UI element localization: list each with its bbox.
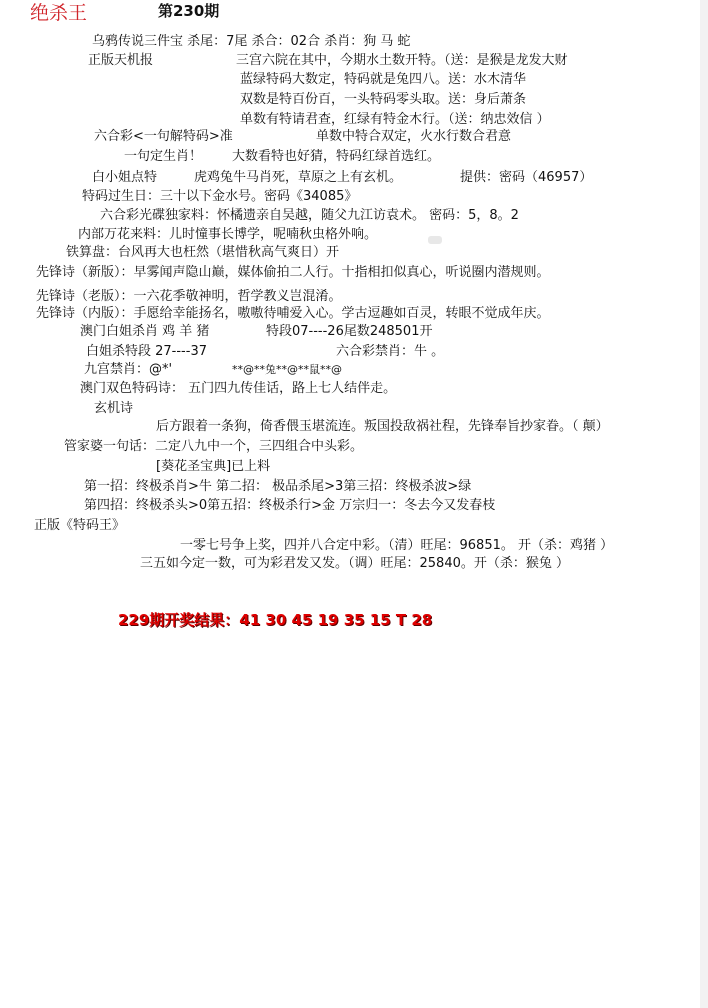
text-line: 蓝绿特码大数定，特码就是兔四八。送：水木清华 [240, 72, 527, 87]
text-line: 先锋诗（内版）：手愿给幸能扬名，嗷嗷待哺爱入心。学古逗趣如百灵，转眼不觉成年庆。 [36, 306, 550, 321]
text-line: 六合彩禁肖：牛 。 [336, 344, 445, 359]
text-line: 铁算盘：台风再大也枉然（堪惜秋高气爽日）开 [66, 245, 340, 260]
text-line: 管家婆一句话：二定八九中一个，三四组合中头彩。 [64, 439, 364, 454]
text-line: 提供：密码（46957） [460, 170, 593, 185]
text-line: 后方跟着一条狗，倚香偎玉堪流连。叛国投敌祸社程，先锋奉旨抄家眷。（ 颠） [156, 419, 609, 434]
text-line: 三宫六院在其中，今期水土数开特。（送：是猴是龙发大财 [236, 53, 568, 68]
text-line: 正版《特码王》 [34, 518, 126, 533]
text-line: 特码过生日：三十以下金水号。密码《34085》 [82, 189, 358, 204]
text-line: 先锋诗（新版）：早雾闻声隐山巅，媒体偷拍二人行。十指相扣似真心，听说圈内潜规则。 [36, 265, 550, 280]
text-line: 内部万花来料：儿时憧事长博学，呢喃秋虫格外响。 [78, 227, 378, 242]
text-line: 双数是特百份百，一头特码零头取。送：身后萧条 [240, 92, 527, 107]
text-line: 六合彩光碟独家料：怀橘遗亲自吴越，随父九江访袁术。 密码：5，8。2 [100, 208, 519, 223]
header-title: 绝杀王 [30, 2, 88, 24]
text-line: 正版天机报 [88, 53, 154, 68]
text-line: 先锋诗（老版）：一六花季敬神明，哲学教义岂混淆。 [36, 289, 342, 304]
text-line: [葵花圣宝典]已上料 [156, 459, 271, 474]
text-line: 一句定生肖！ [124, 149, 203, 164]
text-line: 第四招：终极杀头>0第五招：终极杀行>金 万宗归一：冬去今又发春枝 [84, 498, 496, 513]
text-line: 白小姐点特 [92, 170, 158, 185]
text-line: 特段07----26尾数248501开 [266, 324, 433, 339]
text-line: 单数有特请君查，红绿有特金木行。（送：纳忠效信 ） [240, 112, 550, 127]
text-line: 第一招：终极杀肖>牛 第二招： 极品杀尾>3第三招：终极杀波>绿 [84, 479, 472, 494]
text-line: 虎鸡兔牛马肖死，草原之上有玄机。 [194, 170, 403, 185]
text-line: 白姐杀特段 27----37 [86, 344, 207, 359]
ink-blot [428, 236, 442, 244]
text-line: 澳门白姐杀肖 鸡 羊 猪 [80, 324, 210, 339]
text-line: 乌鸦传说三件宝 杀尾：7尾 杀合：02合 杀肖：狗 马 蛇 [92, 34, 411, 49]
text-line: **@**兔**@**鼠**@ [232, 363, 342, 376]
text-line: 六合彩<一句解特码>准 [94, 129, 233, 144]
text-line: 大数看特也好猜，特码红绿首选红。 [232, 149, 441, 164]
text-line: 三五如今定一数，可为彩君发又发。（调）旺尾：25840。开（杀：猴兔 ） [140, 556, 569, 571]
text-line: 单数中特合双定，火水行数合君意 [316, 129, 512, 144]
issue-number: 第230期 [158, 2, 220, 20]
text-line: 玄机诗 [94, 401, 134, 416]
draw-result: 229期开奖结果：41 30 45 19 35 15 T 28 [118, 611, 433, 629]
text-line: 九宫禁肖：@*' [84, 362, 173, 377]
text-line: 一零七号争上奖，四并八合定中彩。（清）旺尾：96851。 开（杀：鸡猪 ） [180, 538, 614, 553]
text-line: 澳门双色特码诗： 五门四九传佳话，路上七人结伴走。 [80, 381, 397, 396]
right-edge-strip [700, 0, 708, 1008]
